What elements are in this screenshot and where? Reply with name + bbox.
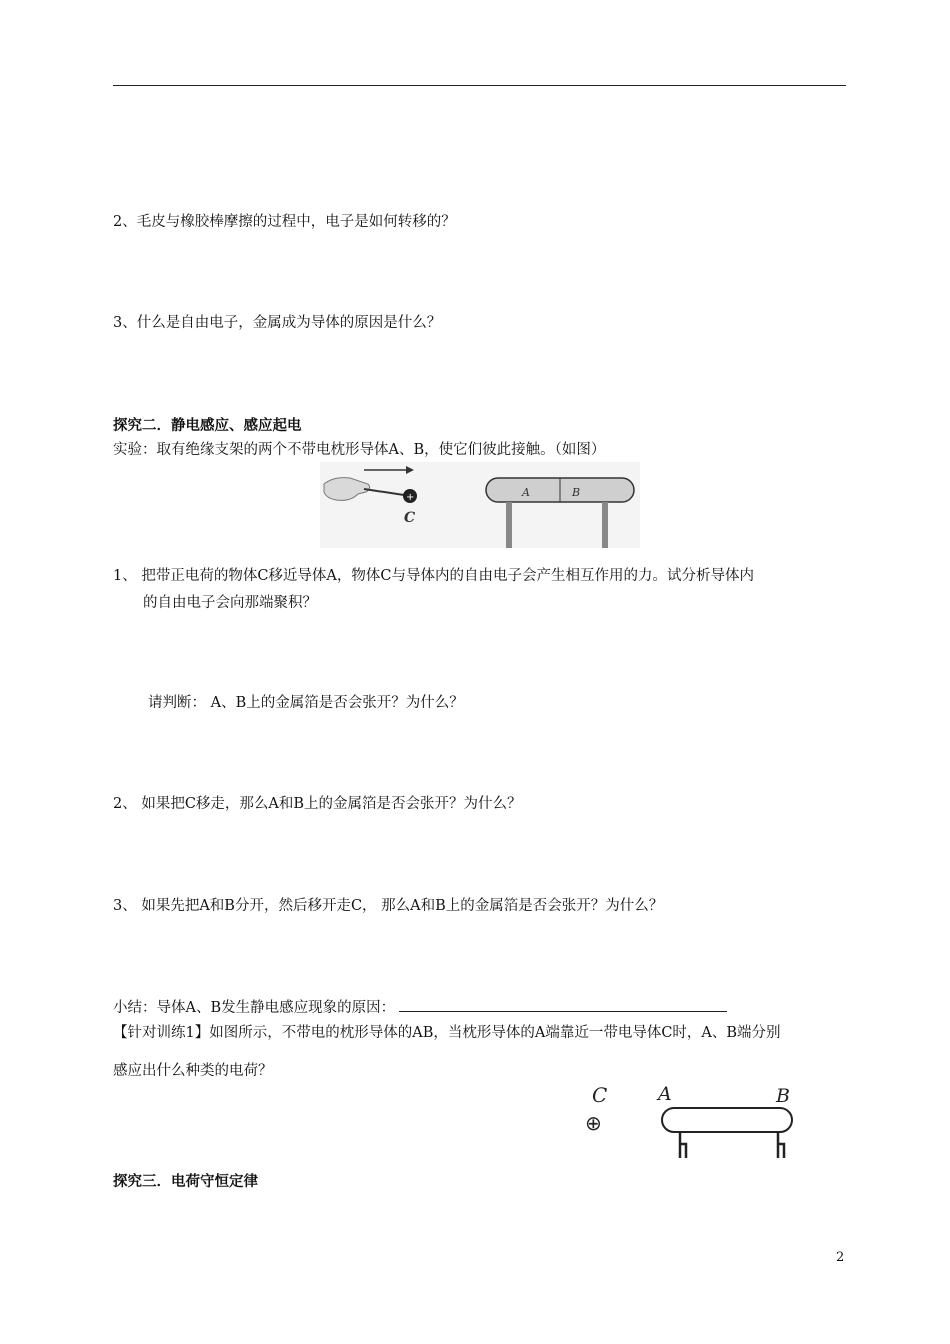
judge-question: 请判断： A、B上的金属箔是否会张开？为什么？ — [148, 695, 464, 711]
label-b: B — [572, 486, 581, 499]
stand-right — [602, 502, 608, 548]
fig2-label-c: C — [592, 1083, 608, 1107]
section-2-question-2: 2、 如果把C移走，那么A和B上的金属箔是否会张开？为什么？ — [113, 796, 522, 812]
label-c: C — [404, 510, 416, 526]
section-2-question-3: 3、 如果先把A和B分开，然后移开走C， 那么A和B上的金属箔是否会张开？为什么？ — [113, 898, 664, 914]
section-3-title: 探究三．电荷守恒定律 — [113, 1173, 258, 1190]
summary-text: 小结：导体A、B发生静电感应现象的原因： — [113, 1000, 396, 1016]
training-figure — [582, 1082, 802, 1162]
section-2-question-1-line-2: 的自由电子会向那端聚积？ — [143, 595, 317, 611]
section-2-question-1-line-1: 1、 把带正电荷的物体C移近导体A，物体C与导体内的自由电子会产生相互作用的力。试分析导体内 — [113, 568, 754, 584]
summary-line — [113, 997, 727, 1018]
experiment-text: 实验：取有绝缘支架的两个不带电枕形导体A、B，使它们彼此接触。（如图） — [113, 442, 606, 458]
fig2-label-a: A — [658, 1083, 672, 1105]
question-2: 2、毛皮与橡胶棒摩擦的过程中，电子是如何转移的？ — [113, 214, 456, 230]
training-line-1: 【针对训练1】如图所示，不带电的枕形导体的AB，当枕形导体的A端靠近一带电导体C时，A、B端分别 — [113, 1025, 781, 1041]
fig2-stand-left — [680, 1132, 686, 1158]
svg-text:+: + — [406, 492, 415, 503]
fig2-pillow-conductor — [662, 1108, 792, 1132]
question-3: 3、什么是自由电子，金属成为导体的原因是什么？ — [113, 315, 442, 331]
stand-left — [506, 502, 512, 548]
summary-blank[interactable] — [399, 997, 727, 1012]
experiment-figure — [320, 462, 640, 548]
section-2-title: 探究二．静电感应、感应起电 — [113, 417, 302, 434]
page-number: 2 — [836, 1250, 845, 1265]
fig2-stand-right — [778, 1132, 784, 1158]
fig2-label-b: B — [776, 1085, 790, 1107]
plus-charge-icon: ⊕ — [585, 1111, 602, 1135]
header-rule — [113, 85, 846, 86]
label-a: A — [522, 486, 530, 499]
training-line-2: 感应出什么种类的电荷？ — [113, 1063, 273, 1079]
